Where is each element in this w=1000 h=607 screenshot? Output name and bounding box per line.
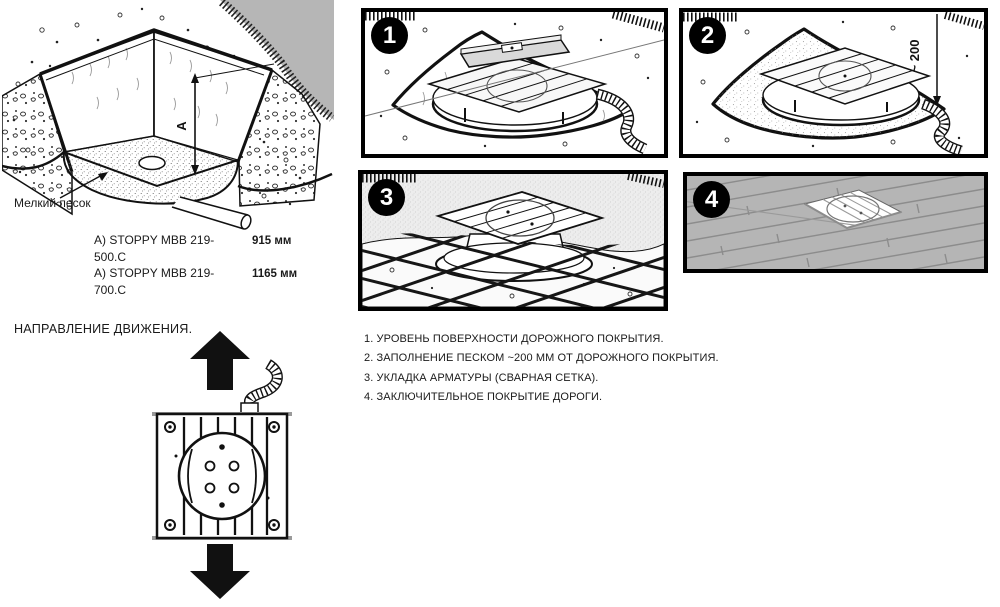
bollard-top-view-diagram: [140, 328, 320, 607]
sand-label: Мелкий песок: [14, 196, 91, 210]
model-specs: [94, 232, 297, 298]
step-item-2: 2. ЗАПОЛНЕНИЕ ПЕСКОМ ~200 ММ ОТ ДОРОЖНОГО ПОКРЫТИЯ.: [364, 352, 719, 365]
spec-model: A) STOPPY MBB 219-500.C: [94, 233, 215, 264]
step-number: 1: [382, 21, 397, 49]
step-number: 2: [700, 21, 715, 49]
step-panel-4: [683, 172, 988, 273]
step-number: 3: [379, 183, 394, 211]
step-number-badge: [689, 17, 726, 54]
step-1-illustration: [365, 12, 664, 154]
installation-steps-list: [364, 330, 719, 408]
step-number: 4: [704, 185, 719, 213]
spec-value: 915 мм: [252, 235, 292, 247]
step-panel-3: [358, 170, 668, 311]
anchor-hole: [139, 157, 165, 170]
step-2-illustration: [683, 12, 984, 154]
spec-value: 1165 мм: [252, 268, 298, 280]
direction-down-arrow: [190, 544, 250, 599]
pit-depth-dimension-label: A: [174, 121, 189, 131]
corrugated-conduit: [250, 364, 278, 404]
step-number-badge: [371, 17, 408, 54]
direction-of-travel-heading: НАПРАВЛЕНИЕ ДВИЖЕНИЯ.: [14, 322, 193, 336]
step-item-4: 4. ЗАКЛЮЧИТЕЛЬНОЕ ПОКРЫТИЕ ДОРОГИ.: [364, 391, 603, 404]
spec-model: A) STOPPY MBB 219-700.C: [94, 266, 215, 297]
step-panel-1: [361, 8, 668, 158]
depth-dimension-label: ~ 200: [907, 39, 922, 73]
spec-row-700: [94, 265, 297, 298]
step-panel-2: [679, 8, 988, 158]
step-number-badge: [693, 181, 730, 218]
corrugated-conduit: [923, 104, 961, 151]
step-item-1: 1. УРОВЕНЬ ПОВЕРХНОСТИ ДОРОЖНОГО ПОКРЫТИЯ.: [364, 333, 664, 345]
direction-up-arrow: [190, 331, 250, 390]
step-4-illustration: [687, 176, 984, 269]
conduit-stub: [241, 403, 258, 413]
step-item-3: 3. УКЛАДКА АРМАТУРЫ (СВАРНАЯ СЕТКА).: [364, 371, 599, 384]
spec-row-500: [94, 232, 297, 265]
step-number-badge: [368, 179, 405, 216]
step-3-illustration: [362, 174, 664, 307]
